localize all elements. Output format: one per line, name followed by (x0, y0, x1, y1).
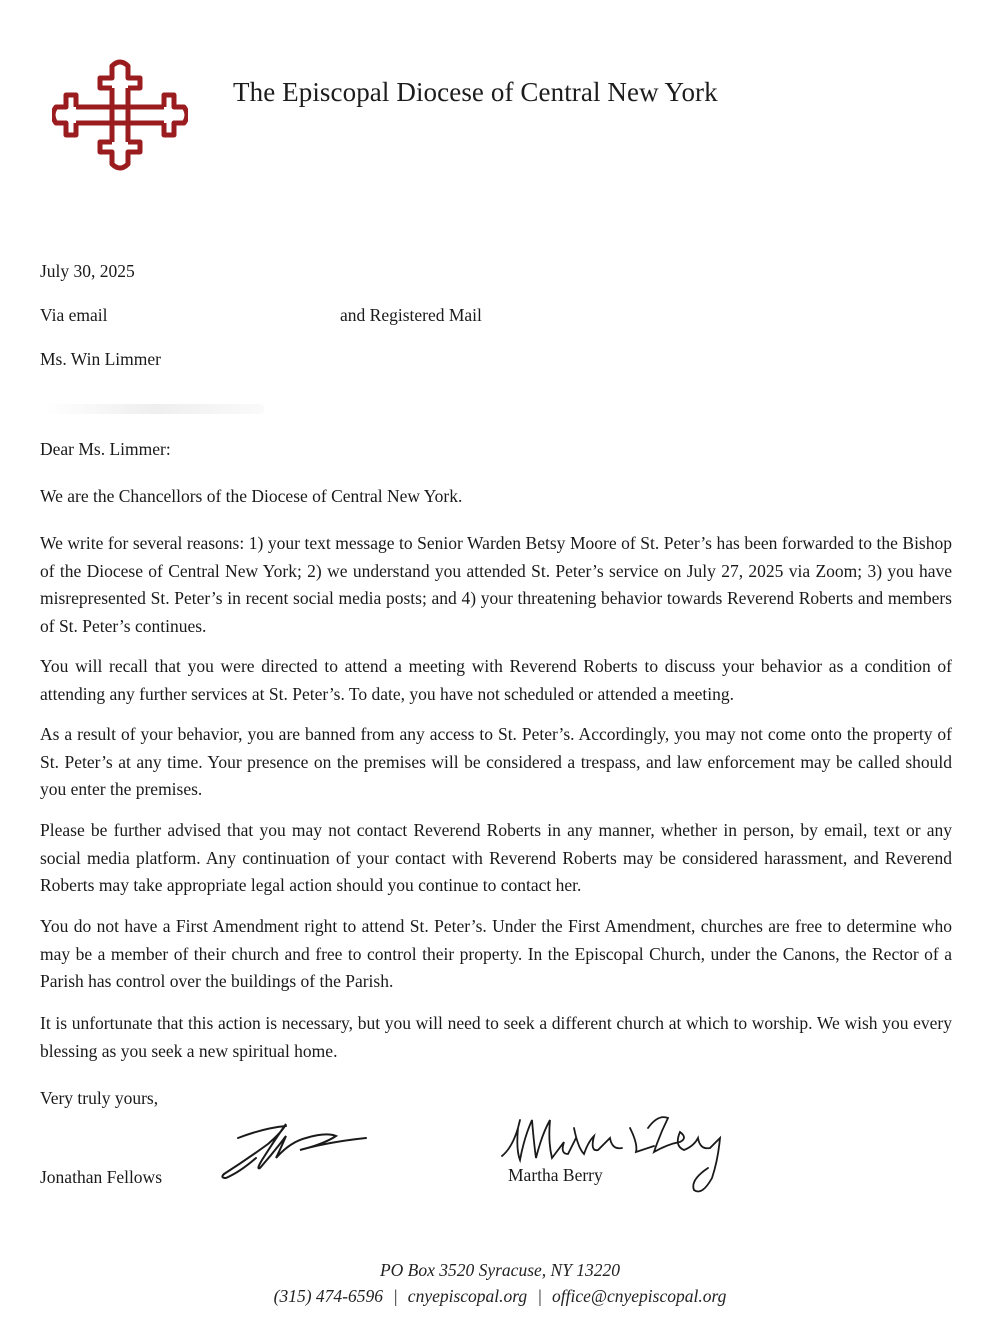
delivery-method-mail: and Registered Mail (340, 305, 482, 325)
paragraph-1: We are the Chancellors of the Diocese of Central New York. (40, 486, 463, 506)
footer-separator: | (392, 1286, 398, 1306)
cross-crosslet-icon (52, 50, 188, 180)
closing: Very truly yours, (40, 1088, 159, 1108)
footer-address: PO Box 3520 Syracuse, NY 13220 (379, 1260, 621, 1280)
paragraph-7: It is unfortunate that this action is necessary, but you will need to seek a different church at which to worship. We wish you every blessing as you seek a new spiritual home. (40, 1013, 952, 1061)
paragraph-2: We write for several reasons: 1) your text message to Senior Warden Betsy Moore of St. Peter’s has been forwarded to the Bishop of the Diocese of Central New York; 2) we understand you attended St. Peter’s service on July 27, 2025 via Zoom; 3) you have misrepresented St. Peter’s in recent social media posts; and 4) your threatening behavior towards Reverend Roberts and members of St. Peter’s continues. (40, 533, 952, 636)
paragraph-3: You will recall that you were directed to attend a meeting with Reverend Roberts to discuss your behavior as a condition of attending any further services at St. Peter’s. To date, you have not scheduled or attended a meeting. (40, 656, 952, 704)
footer-email: office@cnyepiscopal.org (552, 1286, 727, 1306)
paragraph-6: You do not have a First Amendment right to attend St. Peter’s. Under the First Amendment, churches are free to determine who may be a member of their church and free to control their property. In the Episcopal Church, under the Canons, the Rector of a Parish has control over the buildings of the Parish. (40, 916, 952, 991)
footer-separator: | (537, 1286, 542, 1306)
footer-website: cnyepiscopal.org (407, 1286, 528, 1306)
paragraph-5: Please be further advised that you may not contact Reverend Roberts in any manner, whether in person, by email, text or any social media platform. Any continuation of your contact with Reverend Roberts may be considered harassment, and Reverend Roberts may take appropriate legal action should you continue to contact her. (40, 820, 952, 895)
recipient-name: Ms. Win Limmer (40, 349, 161, 369)
signature-jonathan-fellows (216, 1112, 370, 1182)
signer-name-1: Jonathan Fellows (40, 1167, 163, 1187)
footer-phone: (315) 474-6596 (273, 1286, 383, 1306)
organization-name: The Episcopal Diocese of Central New York (233, 77, 718, 107)
signer-name-2: Martha Berry (508, 1165, 603, 1185)
letter-date: July 30, 2025 (40, 261, 135, 281)
redacted-address (44, 404, 264, 414)
paragraph-4: As a result of your behavior, you are banned from any access to St. Peter’s. Accordingly, you may not come onto the property of St. Peter’s at any time. Your presence on the premises will be considered a trespass, and law enforcement may be called should you enter the premises. (40, 724, 952, 799)
salutation: Dear Ms. Limmer: (40, 439, 171, 459)
delivery-method-email: Via email (40, 305, 108, 325)
footer-contact (0, 1286, 1000, 1307)
